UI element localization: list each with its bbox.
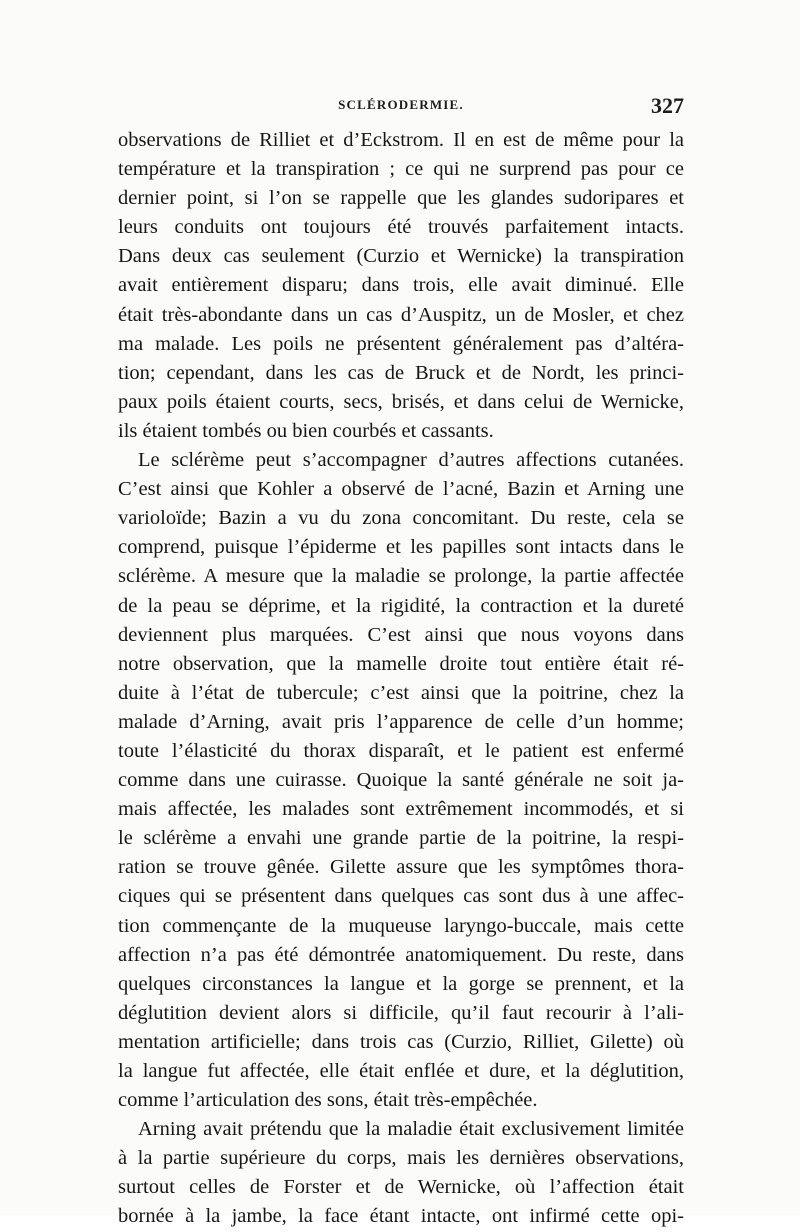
text-line: comme l’articulation des sons, était très-empêchée. (118, 1089, 538, 1112)
text-line: malade d’Arning, avait pris l’apparence de celle d’un homme; (118, 710, 684, 733)
running-title: SCLÉRODERMIE. (338, 97, 464, 112)
text-line: deviennent plus marquées. C’est ainsi que nous voyons dans (118, 623, 684, 646)
text-line: mentation artificielle; dans trois cas (Curzio, Rilliet, Gilette) où (118, 1030, 684, 1053)
text-line: observations de Rilliet et d’Eckstrom. Il en est de même pour la (118, 129, 684, 151)
text-line: varioloïde; Bazin a vu du zona concomitant. Du reste, cela se (118, 507, 684, 530)
text-line: affection n’a pas été démontrée anatomiquement. Du reste, dans (118, 943, 684, 966)
text-line: avait entièrement disparu; dans trois, elle avait diminué. Elle (118, 274, 684, 297)
text-line: déglutition devient alors si difficile, qu’il faut recourir à l’ali- (118, 1001, 684, 1024)
text-line: de la peau se déprime, et la rigidité, la contraction et la dureté (118, 594, 684, 617)
text-line: quelques circonstances la langue et la gorge se prennent, et la (118, 972, 684, 995)
text-line: était très-abondante dans un cas d’Auspitz, un de Mosler, et chez (118, 303, 684, 326)
text-line: Arning avait prétendu que la maladie était exclusivement limitée (138, 1118, 684, 1141)
text-line: paux poils étaient courts, secs, brisés, et dans celui de Wernicke, (118, 390, 684, 413)
text-line: sclérème. A mesure que la maladie se prolonge, la partie affectée (118, 565, 684, 588)
text-line: notre observation, que la mamelle droite tout entière était ré- (118, 652, 684, 675)
text-line: comme dans une cuirasse. Quoique la santé générale ne soit ja- (118, 769, 684, 792)
text-line: ils étaient tombés ou bien courbés et cassants. (118, 419, 494, 442)
text-line: température et la transpiration ; ce qui ne surprend pas pour ce (118, 158, 684, 181)
text-line: la langue fut affectée, elle était enflée et dure, et la déglutition, (118, 1060, 684, 1082)
text-line: ration se trouve gênée. Gilette assure que les symptômes thora- (118, 856, 684, 879)
text-line: ciques qui se présentent dans quelques cas sont dus à une affec- (118, 885, 684, 908)
body-text (118, 126, 684, 1232)
text-line: comprend, puisque l’épiderme et les papilles sont intacts dans le (118, 536, 684, 559)
text-line: le sclérème a envahi une grande partie de la poitrine, la respi- (118, 827, 684, 850)
text-line: dernier point, si l’on se rappelle que les glandes sudoripares et (118, 187, 684, 210)
text-line: à la partie supérieure du corps, mais les dernières observations, (118, 1147, 684, 1170)
running-head (118, 93, 684, 119)
page-number: 327 (651, 93, 684, 118)
text-line: duite à l’état de tubercule; c’est ainsi que la poitrine, chez la (118, 681, 684, 704)
text-line: ma malade. Les poils ne présentent généralement pas d’altéra- (118, 332, 684, 355)
text-line: tion commençante de la muqueuse laryngo-buccale, mais cette (118, 914, 684, 937)
text-line: surtout celles de Forster et de Wernicke, où l’affection était (118, 1176, 684, 1199)
text-line: leurs conduits ont toujours été trouvés parfaitement intacts. (118, 216, 684, 239)
text-line: bornée à la jambe, la face étant intacte, ont infirmé cette opi- (118, 1205, 684, 1228)
text-line: Le sclérème peut s’accompagner d’autres affections cutanées. (138, 449, 684, 472)
text-line: toute l’élasticité du thorax disparaît, et le patient est enfermé (118, 739, 684, 762)
text-line: tion; cependant, dans les cas de Bruck et de Nordt, les princi- (118, 361, 684, 384)
text-line: C’est ainsi que Kohler a observé de l’acné, Bazin et Arning une (118, 478, 684, 501)
text-line: mais affectée, les malades sont extrêmement incommodés, et si (118, 798, 684, 821)
text-line: Dans deux cas seulement (Curzio et Wernicke) la transpiration (118, 245, 684, 268)
